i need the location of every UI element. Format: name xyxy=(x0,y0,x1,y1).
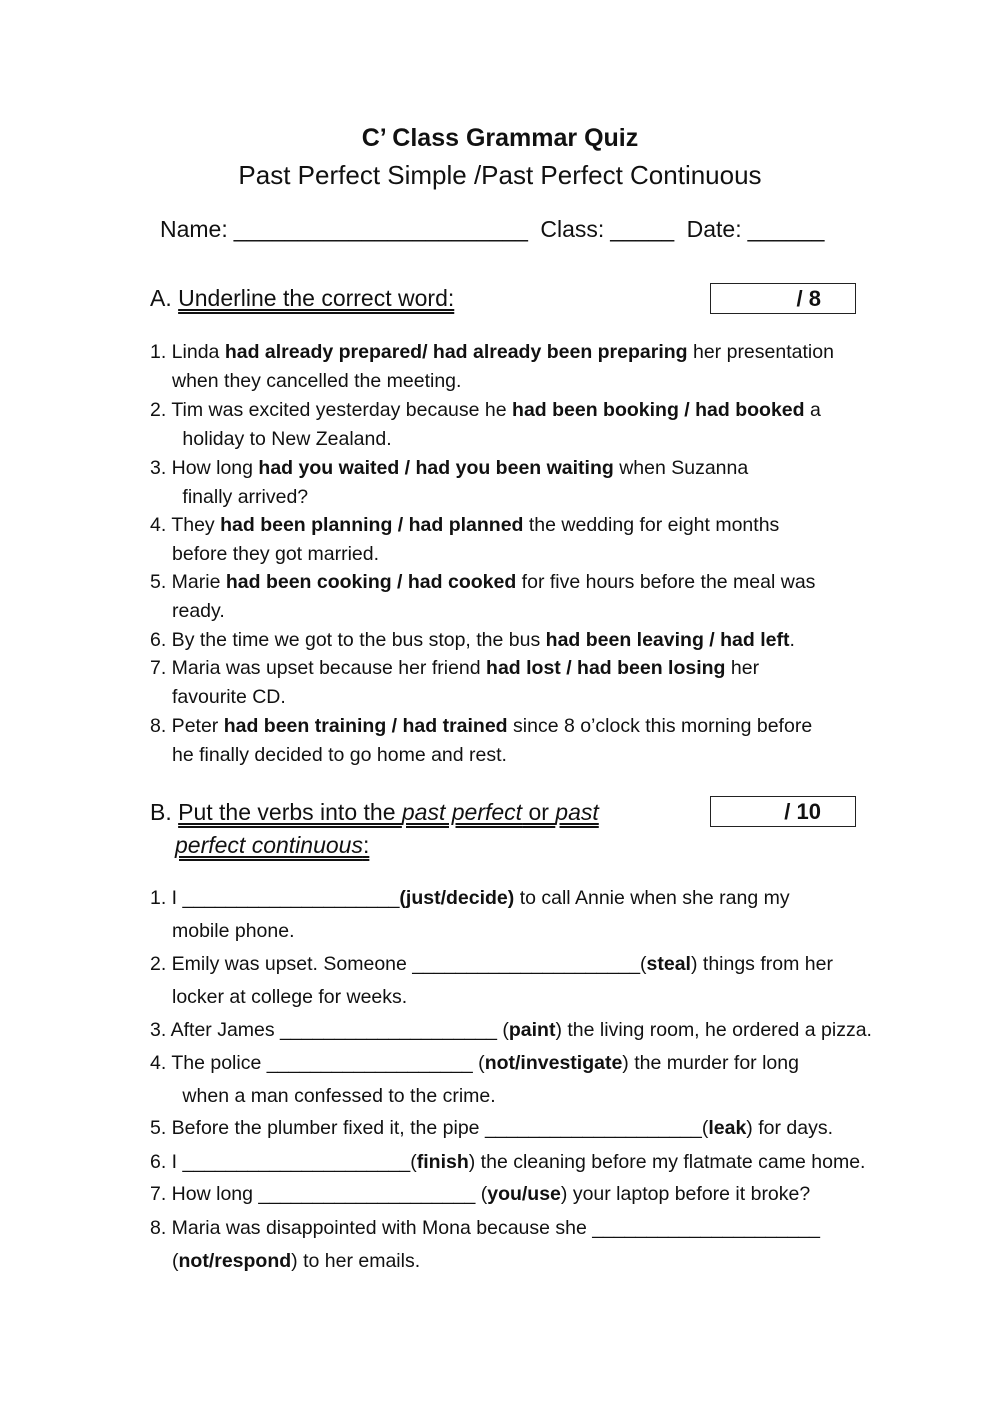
question-text-with-blank[interactable]: 5. Before the plumber fixed it, the pipe ____________________( xyxy=(150,1117,709,1139)
question-text-with-blank[interactable]: 4. The police ___________________ ( xyxy=(150,1052,485,1074)
section-a-question xyxy=(150,396,821,454)
question-continuation: when a man confessed to the crime. xyxy=(177,1085,496,1107)
question-text: Peter xyxy=(166,715,224,737)
section-b-question xyxy=(150,1014,872,1047)
question-text-with-blank[interactable]: 1. I ____________________ xyxy=(150,887,400,909)
section-b-question xyxy=(150,882,790,948)
verb-hint: not/investigate xyxy=(484,1052,623,1074)
question-text-with-blank[interactable]: 6. I _____________________( xyxy=(150,1151,417,1173)
section-b-instruction-line2: perfect continuous: xyxy=(175,832,370,858)
section-b-score-box: / 10 xyxy=(710,796,856,827)
question-text-end: ) the living room, he ordered a pizza. xyxy=(555,1019,872,1041)
section-b-question xyxy=(150,948,833,1014)
name-field[interactable]: _______________________ xyxy=(233,216,528,242)
question-number: 2. xyxy=(150,399,167,421)
date-label: Date: xyxy=(686,216,742,242)
question-text-end: a xyxy=(804,399,821,421)
verb-hint: leak xyxy=(708,1117,747,1139)
answer-options[interactable]: had been cooking / had cooked xyxy=(225,571,517,593)
question-text: Marie xyxy=(166,571,226,593)
question-text: Tim was excited yesterday because he xyxy=(166,399,513,421)
date-field[interactable]: ______ xyxy=(747,216,825,242)
question-continuation: locker at college for weeks. xyxy=(172,986,408,1008)
section-b-question xyxy=(150,1112,833,1145)
section-b-question xyxy=(150,1047,799,1113)
answer-options[interactable]: had you waited / had you been waiting xyxy=(258,457,614,479)
section-b-heading xyxy=(150,796,599,862)
section-a-score-box: / 8 xyxy=(710,283,856,314)
section-a-letter: A. xyxy=(150,285,172,311)
question-continuation: he finally decided to go home and rest. xyxy=(172,744,507,766)
question-continuation: when they cancelled the meeting. xyxy=(172,370,462,392)
name-label: Name: xyxy=(160,216,228,242)
question-text-end: ) the cleaning before my flatmate came home. xyxy=(468,1151,866,1173)
answer-options[interactable]: had been planning / had planned xyxy=(220,514,524,536)
section-b-question xyxy=(150,1212,820,1278)
quiz-title: C’ Class Grammar Quiz xyxy=(361,124,639,152)
question-text-end: her xyxy=(725,657,760,679)
question-continuation: ready. xyxy=(172,600,225,622)
question-number: 6. xyxy=(150,629,167,651)
section-b-instruction-line1: Put the verbs into the past perfect or past xyxy=(178,799,599,825)
answer-options[interactable]: had been leaving / had left xyxy=(545,629,790,651)
question-text-end: when Suzanna xyxy=(613,457,749,479)
question-text-end: . xyxy=(789,629,795,651)
question-text-with-blank[interactable]: 2. Emily was upset. Someone _____________________( xyxy=(150,953,647,975)
question-number: 3. xyxy=(150,457,167,479)
verb-hint: you/use xyxy=(487,1183,561,1205)
verb-hint: steal xyxy=(646,953,691,975)
question-number: 4. xyxy=(150,514,167,536)
question-text-end: ) your laptop before it broke? xyxy=(560,1183,811,1205)
question-text-with-blank[interactable]: 7. How long ____________________ ( xyxy=(150,1183,488,1205)
question-text-end: to call Annie when she rang my xyxy=(514,887,790,909)
section-a-question xyxy=(150,626,795,655)
section-a-question xyxy=(150,654,759,712)
question-text-end: ) for days. xyxy=(746,1117,833,1139)
answer-options[interactable]: had already prepared/ had already been preparing xyxy=(224,341,688,363)
question-text-end: ) the murder for long xyxy=(622,1052,799,1074)
section-a-heading xyxy=(150,282,454,315)
question-text: By the time we got to the bus stop, the bus xyxy=(166,629,546,651)
question-text: How long xyxy=(166,457,259,479)
question-number: 1. xyxy=(150,341,167,363)
question-continuation: before they got married. xyxy=(172,543,380,565)
question-text-end: the wedding for eight months xyxy=(523,514,780,536)
answer-options[interactable]: had lost / had been losing xyxy=(486,657,726,679)
answer-options[interactable]: had been training / had trained xyxy=(223,715,508,737)
student-info-row xyxy=(160,216,880,243)
verb-hint: not/respond xyxy=(178,1250,292,1272)
class-field[interactable]: _____ xyxy=(610,216,675,242)
question-text: They xyxy=(166,514,221,536)
question-continuation: favourite CD. xyxy=(172,686,286,708)
section-a-question xyxy=(150,568,815,626)
question-continuation: (not/respond) to her emails. xyxy=(172,1250,421,1272)
question-text-end: since 8 o’clock this morning before xyxy=(507,715,813,737)
question-text-end: her presentation xyxy=(687,341,834,363)
verb-hint: (just/decide) xyxy=(399,887,515,909)
section-a-question xyxy=(150,454,748,512)
question-continuation: finally arrived? xyxy=(177,486,309,508)
section-a-instruction: Underline the correct word: xyxy=(178,285,455,311)
section-a-question xyxy=(150,511,779,569)
question-number: 8. xyxy=(150,715,167,737)
question-continuation: holiday to New Zealand. xyxy=(177,428,392,450)
question-text-with-blank[interactable]: 3. After James ____________________ ( xyxy=(150,1019,509,1041)
question-text-end: for five hours before the meal was xyxy=(516,571,816,593)
quiz-subtitle: Past Perfect Simple /Past Perfect Continuous xyxy=(238,160,762,190)
section-a-question xyxy=(150,338,834,396)
section-b-letter: B. xyxy=(150,799,172,825)
verb-hint: paint xyxy=(508,1019,556,1041)
section-b-question xyxy=(150,1178,810,1211)
question-continuation: mobile phone. xyxy=(172,920,295,942)
question-text: Maria was upset because her friend xyxy=(166,657,487,679)
section-b-question xyxy=(150,1146,865,1179)
question-text-end: ) things from her xyxy=(690,953,833,975)
question-number: 5. xyxy=(150,571,167,593)
verb-hint: finish xyxy=(416,1151,469,1173)
question-text: Linda xyxy=(166,341,225,363)
question-text-with-blank[interactable]: 8. Maria was disappointed with Mona because she _____________________ xyxy=(150,1217,820,1239)
section-a-question xyxy=(150,712,812,770)
answer-options[interactable]: had been booking / had booked xyxy=(512,399,805,421)
question-number: 7. xyxy=(150,657,167,679)
class-label: Class: xyxy=(540,216,605,242)
